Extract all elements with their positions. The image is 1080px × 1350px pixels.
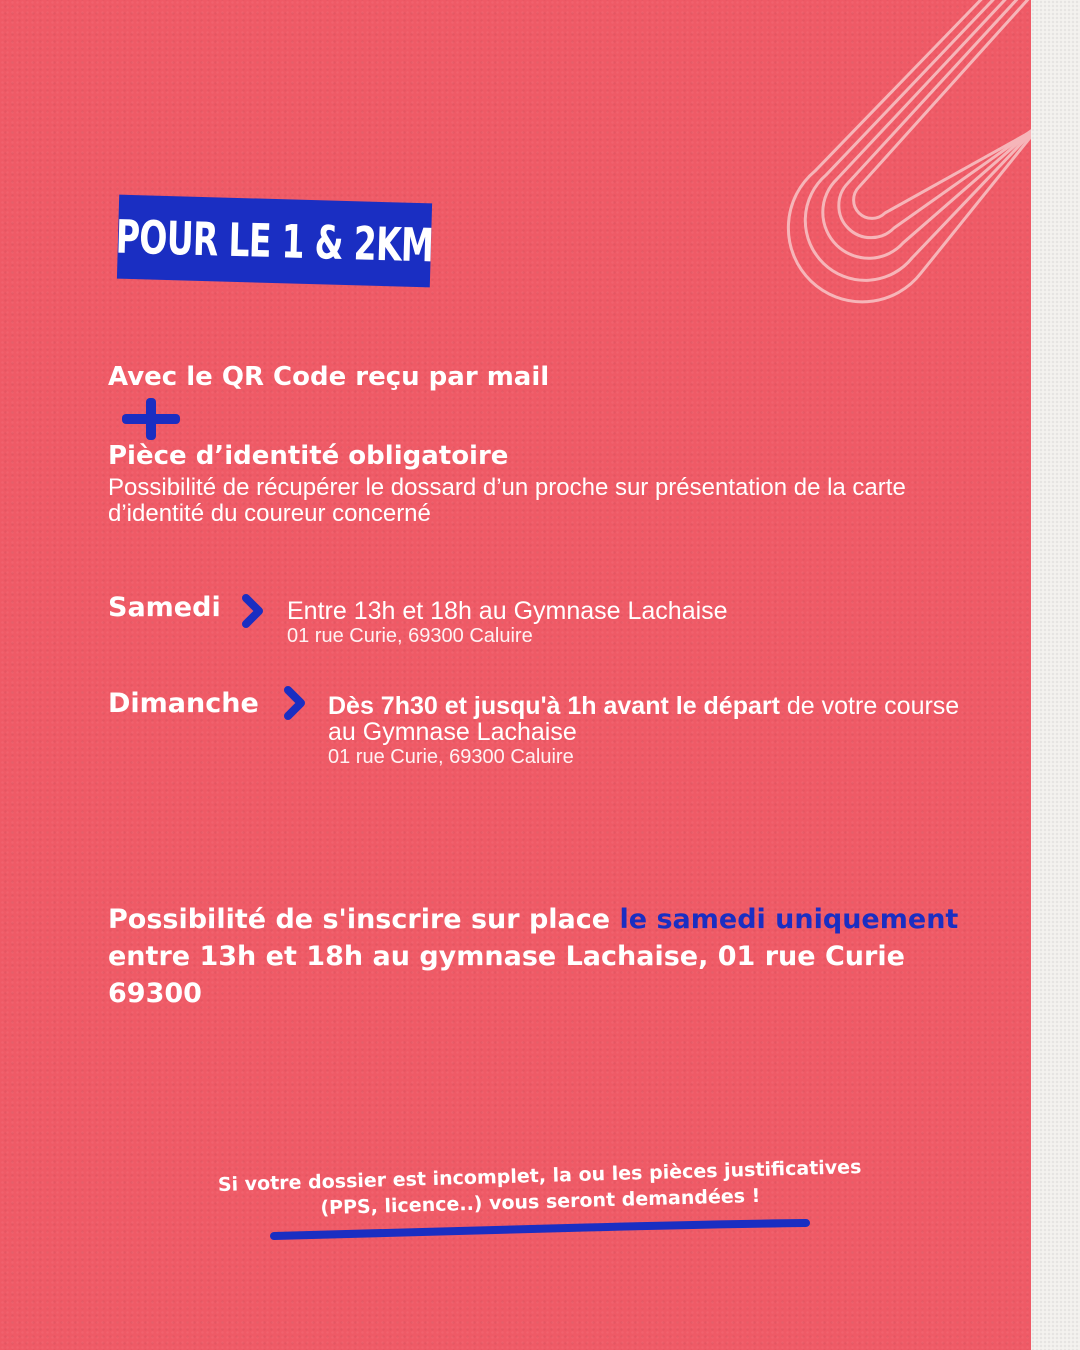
- sunday-hours-bold: Dès 7h30 et jusqu'à 1h avant le départ: [328, 692, 780, 720]
- track-lines-decoration: [700, 0, 1031, 340]
- plus-icon: [122, 398, 180, 440]
- sunday-address: 01 rue Curie, 69300 Caluire: [328, 746, 574, 768]
- incomplete-file-note: Si votre dossier est incomplet, la ou les pièces justificatives (PPS, licence..) vous seront demandées !: [217, 1156, 862, 1220]
- title-badge: [117, 195, 432, 288]
- registration-part1: Possibilité de s'inscrire sur place: [108, 904, 620, 935]
- sunday-hours: [328, 693, 968, 745]
- sunday-hours-rest: de votre course au Gymnase Lachaise: [328, 692, 960, 746]
- registration-highlight: le samedi uniquement: [619, 904, 959, 935]
- saturday-address: 01 rue Curie, 69300 Caluire: [287, 625, 533, 647]
- registration-part2: entre 13h et 18h au gymnase Lachaise, 01 rue Curie 69300: [108, 941, 905, 1009]
- saturday-hours: Entre 13h et 18h au Gymnase Lachaise: [287, 597, 728, 625]
- chevron-right-icon: [240, 594, 266, 628]
- sunday-label: Dimanche: [108, 688, 259, 719]
- saturday-label: Samedi: [108, 592, 221, 623]
- id-proxy-note: Possibilité de récupérer le dossard d’un proche sur présentation de la carte d’identité du coureur concerné: [108, 474, 906, 527]
- brush-underline: [268, 1214, 813, 1244]
- qr-code-line: Avec le QR Code reçu par mail: [108, 362, 550, 392]
- page-title: POUR LE 1 & 2KM: [115, 209, 434, 273]
- right-edge-strip: [1031, 0, 1080, 1350]
- id-required-line: Pièce d’identité obligatoire: [108, 441, 509, 471]
- chevron-right-icon: [282, 686, 308, 720]
- onsite-registration-text: [108, 901, 968, 1012]
